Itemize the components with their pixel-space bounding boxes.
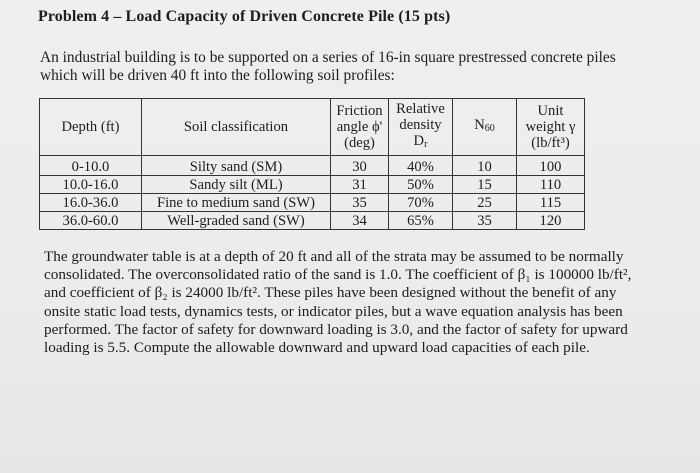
problem-paragraph: The groundwater table is at a depth of 20 ft and all of the strata may be assumed to be normally consolidated. The overconsolidated ratio of the sand is 1.0. The coefficient of β₁ is 100000 lb/ft², and coefficient of β₂ is 24000 lb/ft². These piles have been designed without the benefit of any onsite static load tests, dynamics tests, or indicator piles, but a wave equation analysis has been performed. The factor of safety for downward loading is 3.0, and the factor of safety for upward loading is 5.5. Compute the allowable downward and upward load capacities of each pile. <box>44 248 632 357</box>
cell-soil: Sandy silt (ML) <box>142 176 331 194</box>
cell-n60: 10 <box>453 156 517 176</box>
table-row <box>40 156 585 176</box>
cell-depth: 16.0-36.0 <box>40 194 142 212</box>
cell-friction: 31 <box>331 176 389 194</box>
cell-n60: 35 <box>453 212 517 230</box>
cell-friction: 30 <box>331 156 389 176</box>
header-depth: Depth (ft) <box>40 99 142 156</box>
problem-intro: An industrial building is to be supported on a series of 16-in square prestressed concrete piles which will be driven 40 ft into the following soil profiles: <box>40 49 616 84</box>
cell-density: 70% <box>389 194 453 212</box>
cell-n60: 15 <box>453 176 517 194</box>
soil-profile-table <box>39 98 585 230</box>
cell-unit-weight: 120 <box>517 212 585 230</box>
header-friction-angle: Friction angle ϕ' (deg) <box>331 99 389 156</box>
cell-depth: 0-10.0 <box>40 156 142 176</box>
cell-density: 40% <box>389 156 453 176</box>
cell-depth: 36.0-60.0 <box>40 212 142 230</box>
problem-title: Problem 4 – Load Capacity of Driven Concrete Pile (15 pts) <box>38 8 451 25</box>
header-n60: $N_{60}$ <box>453 99 517 156</box>
table-row <box>40 176 585 194</box>
cell-n60: 25 <box>453 194 517 212</box>
table-header-row <box>40 99 585 156</box>
header-unit-weight: Unit weight γ (lb/ft³) <box>517 99 585 156</box>
cell-soil: Well-graded sand (SW) <box>142 212 331 230</box>
table-row <box>40 194 585 212</box>
header-soil-classification: Soil classification <box>142 99 331 156</box>
cell-soil: Silty sand (SM) <box>142 156 331 176</box>
cell-density: 50% <box>389 176 453 194</box>
cell-unit-weight: 115 <box>517 194 585 212</box>
cell-soil: Fine to medium sand (SW) <box>142 194 331 212</box>
header-relative-density: Relative density $D_r$ <box>389 99 453 156</box>
cell-unit-weight: 110 <box>517 176 585 194</box>
cell-friction: 34 <box>331 212 389 230</box>
cell-friction: 35 <box>331 194 389 212</box>
table-row <box>40 212 585 230</box>
cell-density: 65% <box>389 212 453 230</box>
cell-unit-weight: 100 <box>517 156 585 176</box>
cell-depth: 10.0-16.0 <box>40 176 142 194</box>
